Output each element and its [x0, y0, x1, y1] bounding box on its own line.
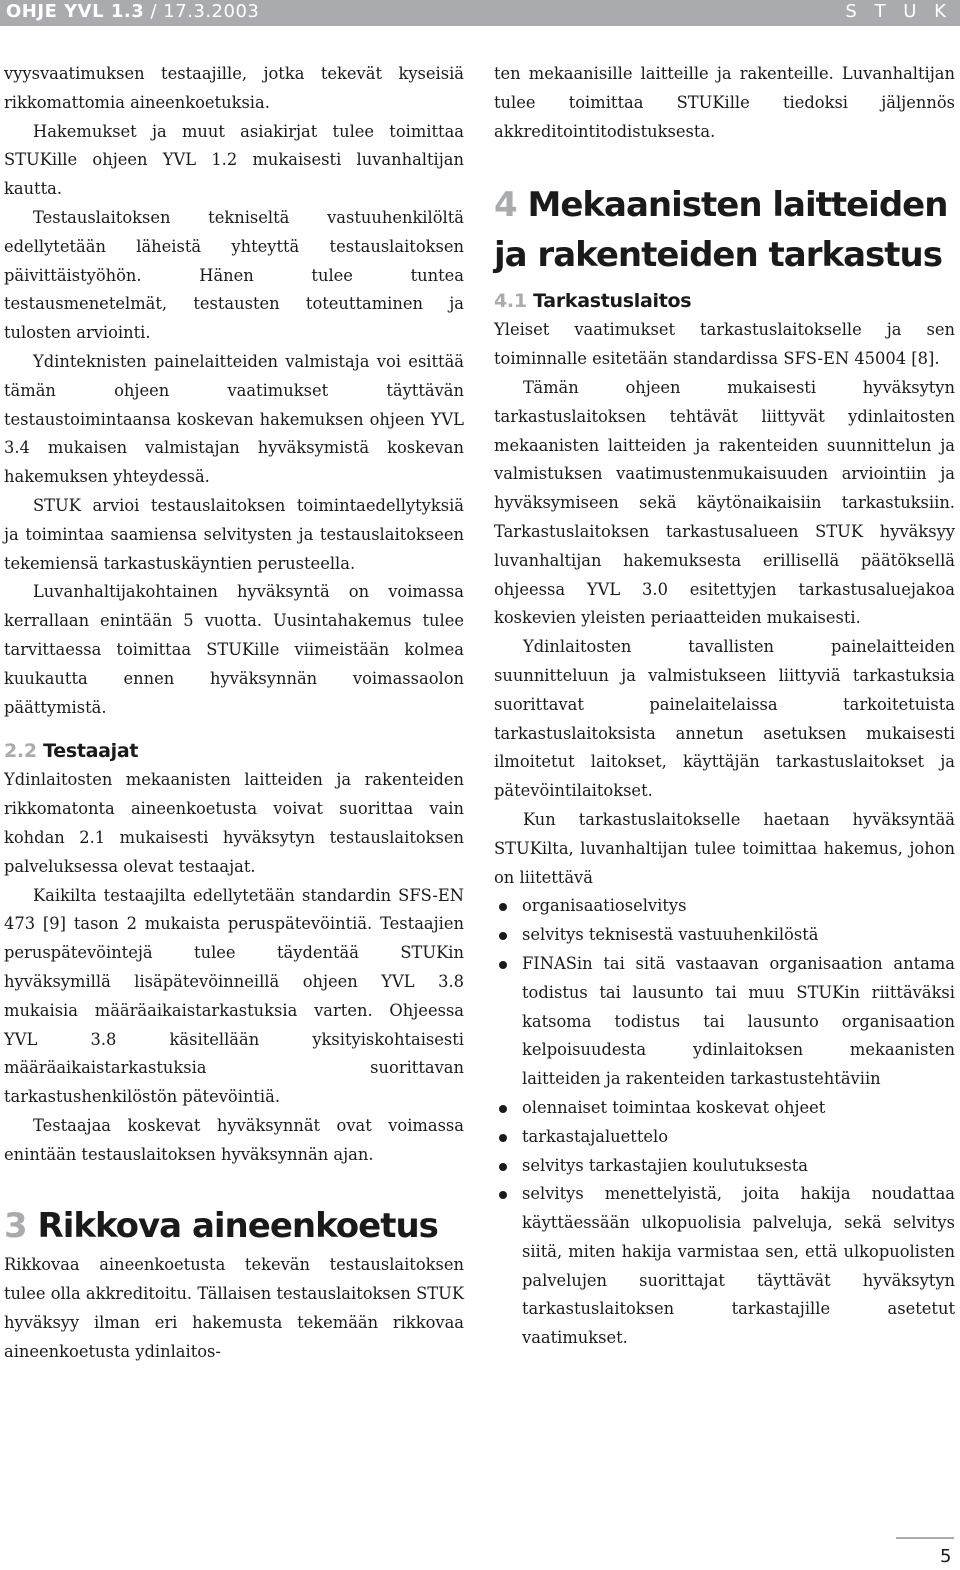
chapter-number: 4: [494, 185, 517, 226]
list-item: selvitys teknisestä vastuuhenkilöstä: [494, 921, 955, 950]
list-item: organisaatioselvitys: [494, 892, 955, 921]
bullet-icon: [499, 1134, 507, 1142]
page-number: 5: [940, 1546, 952, 1567]
bullet-icon: [499, 1191, 507, 1199]
paragraph: Yleiset vaatimukset tarkastuslaitokselle ja sen toiminnalle esitetään standardissa SFS-EN 45004 [8].: [494, 320, 955, 369]
section-heading-2-2: [4, 736, 464, 766]
paragraph: vyysvaatimuksen testaajille, jotka tekevät kyseisiä rikkomattomia aineenkoetuksia.: [4, 64, 464, 112]
list-item: selvitys menettelyistä, joita hakija noudattaa käyttäessään ulkopuolisia palveluja, sekä selvitys siitä, miten hakija varmistaa sen, että ulkopuolisten palvelujen suorittajat täyttävät hyväksytyn tarkastuslaitoksen tarkastajille asetetut vaatimukset.: [494, 1180, 955, 1353]
page-number-rule: [896, 1537, 954, 1539]
header-document-id: [6, 1, 259, 22]
chapter-number: 3: [4, 1206, 27, 1247]
section-heading-4-1: [494, 286, 955, 316]
chapter-heading-4: [494, 180, 955, 280]
list-item: tarkastajaluettelo: [494, 1123, 955, 1152]
chapter-heading-3: [4, 1201, 464, 1251]
header-publisher: S T U K: [845, 1, 952, 22]
paragraph: Kaikilta testaajilta edellytetään standardin SFS-EN 473 [9] tason 2 mukaista peruspätevöintiä. Testaajien peruspätevöintejä tulee täydentää STUKin hyväksymillä lisäpätevöinneillä ohjeen YVL 3.8 mukaisia määräaikaistarkastuksia varten. Ohjeessa YVL 3.8 käsitellään yksityiskohtaisesti määräaikaistarkastuksia suorittavan tarkastushenkilöstön pätevöintiä.: [4, 885, 464, 1107]
list-item: selvitys tarkastajien koulutuksesta: [494, 1152, 955, 1181]
left-column: [4, 60, 464, 1367]
paragraph: Kun tarkastuslaitokselle haetaan hyväksyntää STUKilta, luvanhaltijan tulee toimittaa hakemus, johon on liitettävä: [494, 809, 955, 887]
paragraph: Testauslaitoksen tekniseltä vastuuhenkilöltä edellytetään läheistä yhteyttä testauslaitoksen päivittäistyöhön. Hänen tulee tuntea testausmenetelmät, testausten toteuttaminen ja tulosten arviointi.: [4, 207, 464, 343]
attachment-list: [494, 892, 955, 1353]
bullet-icon: [499, 961, 507, 969]
section-title: Testaajat: [43, 740, 139, 763]
section-number: 2.2: [4, 740, 37, 763]
bullet-icon: [499, 903, 507, 911]
header-series: OHJE YVL 1.3: [6, 1, 145, 22]
paragraph: STUK arvioi testauslaitoksen toimintaedellytyksiä ja toimintaa saamiensa selvitysten ja testauslaitokseen tekemiensä tarkastuskäyntien perusteella.: [4, 495, 464, 573]
paragraph: Ydinlaitosten tavallisten painelaitteiden suunnitteluun ja valmistukseen liittyviä tarkastuksia suorittavat painelaitelaissa tarkoitetuista tarkastuslaitoksista annetun asetuksen mukaisesti ilmoitetut laitokset, käyttäjän tarkastuslaitokset ja pätevöintilaitokset.: [494, 637, 955, 801]
paragraph: Luvanhaltijakohtainen hyväksyntä on voimassa kerrallaan enintään 5 vuotta. Uusintahakemus tulee tarvittaessa toimittaa STUKille viimeistään kolmea kuukautta ennen hyväksynnän voimassaolon päättymistä.: [4, 582, 464, 717]
paragraph: ten mekaanisille laitteille ja rakenteille. Luvanhaltijan tulee toimittaa STUKille tiedoksi jäljennös akkreditointitodistuksesta.: [494, 64, 955, 141]
chapter-title: Rikkova aineenkoetus: [37, 1206, 438, 1247]
bullet-icon: [499, 1105, 507, 1113]
right-column: [494, 60, 955, 1353]
paragraph: Ydinteknisten painelaitteiden valmistaja voi esittää tämän ohjeen vaatimukset täyttävän testaustoimintaansa koskevan hakemuksen ohjeen YVL 3.4 mukaisen valmistajan hyväksymistä koskevan hakemuksen yhteydessä.: [4, 351, 464, 487]
running-header: [0, 0, 960, 26]
paragraph: Hakemukset ja muut asiakirjat tulee toimittaa STUKille ohjeen YVL 1.2 mukaisesti luvanhaltijan kautta.: [4, 121, 464, 199]
bullet-icon: [499, 932, 507, 940]
paragraph: Tämän ohjeen mukaisesti hyväksytyn tarkastuslaitoksen tehtävät liittyvät ydinlaitosten mekaanisten laitteiden ja rakenteiden suunnittelun ja valmistuksen vaatimustenmukaisuuden arviointiin ja hyväksymiseen sekä käytönaikaisiin tarkastuksiin. Tarkastuslaitoksen tarkastusalueen STUK hyväksyy luvanhaltijan hakemuksesta erillisellä päätöksellä ohjeessa YVL 3.0 esitettyjen tarkastusaluejakoa koskevien yleisten periaatteiden mukaisesti.: [494, 377, 955, 628]
paragraph: Rikkovaa aineenkoetusta tekevän testauslaitoksen tulee olla akkreditoitu. Tällaisen testauslaitoksen STUK hyväksyy ilman eri hakemusta tekemään rikkovaa aineenkoetusta ydinlaitos-: [4, 1255, 464, 1361]
paragraph: Testaajaa koskevat hyväksynnät ovat voimassa enintään testauslaitoksen hyväksynnän ajan.: [4, 1115, 464, 1164]
header-date: / 17.3.2003: [150, 1, 260, 22]
section-title: Tarkastuslaitos: [533, 290, 692, 313]
list-item: olennaiset toimintaa koskevat ohjeet: [494, 1094, 955, 1123]
chapter-title: Mekaanisten laitteiden ja rakenteiden tarkastus: [494, 185, 948, 276]
paragraph: Ydinlaitosten mekaanisten laitteiden ja rakenteiden rikkomatonta aineenkoetusta voivat suorittaa vain kohdan 2.1 mukaisesti hyväksytyn testauslaitoksen palveluksessa olevat testaajat.: [4, 770, 464, 876]
bullet-icon: [499, 1163, 507, 1171]
list-item: FINASin tai sitä vastaavan organisaation antama todistus tai lausunto tai muu STUKin riittäväksi katsoma todistus tai lausunto organisaation kelpoisuudesta ydinlaitoksen mekaanisten laitteiden ja rakenteiden tarkastustehtäviin: [494, 950, 955, 1094]
section-number: 4.1: [494, 290, 527, 313]
